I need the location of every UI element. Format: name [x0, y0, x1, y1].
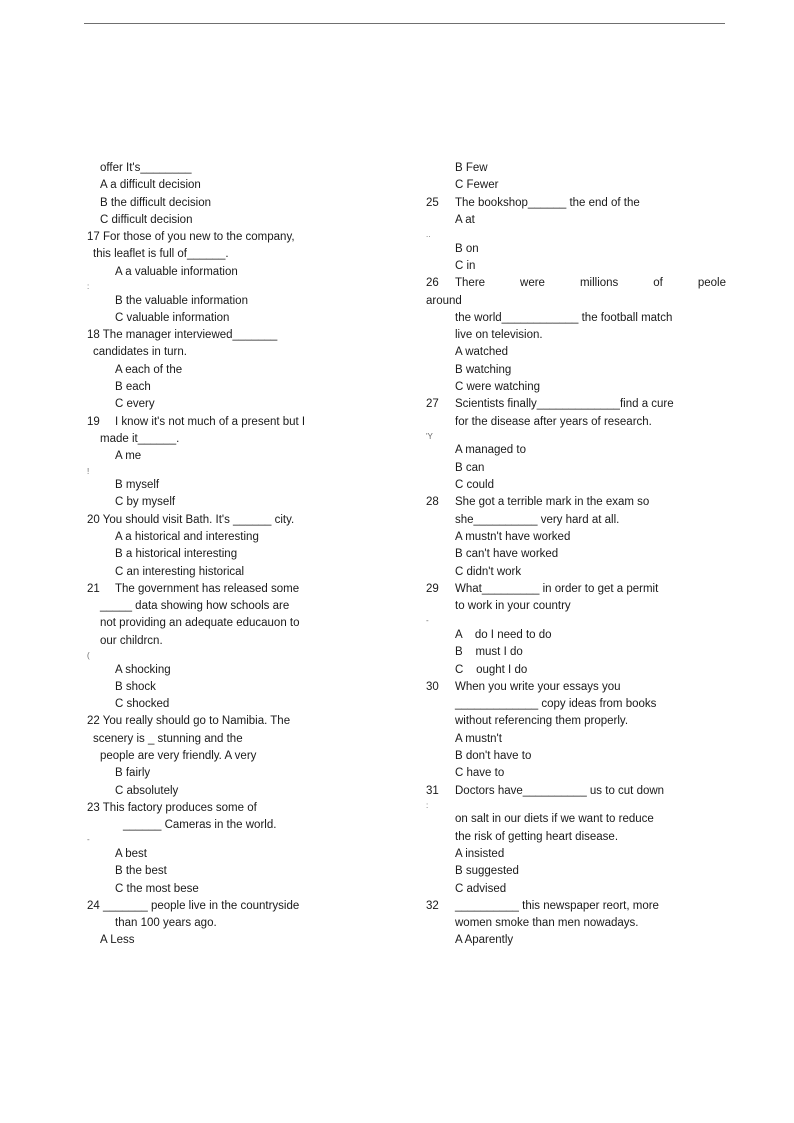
- answer-option: A a valuable information: [115, 265, 238, 278]
- question-row: [426, 679, 726, 696]
- question-text: around: [426, 294, 462, 307]
- answer-option: C every: [115, 398, 155, 411]
- question-number: 31: [426, 784, 439, 797]
- question-text: than 100 years ago.: [115, 917, 217, 930]
- question-text: The bookshop______ the end of the: [455, 196, 640, 209]
- question-word: of: [653, 277, 663, 290]
- question-text: on salt in our diets if we want to reduce: [455, 813, 654, 826]
- question-text: for the disease after years of research.: [455, 415, 652, 428]
- header-rule: [84, 23, 725, 24]
- answer-option: A at: [455, 213, 475, 226]
- question-text: our childrcn.: [100, 634, 163, 647]
- question-number: 26: [426, 277, 439, 290]
- question-text: women smoke than men nowadays.: [455, 917, 639, 930]
- question-row: [87, 581, 357, 598]
- question-word: were: [520, 277, 545, 290]
- question-text: scenery is _ stunning and the: [93, 732, 243, 745]
- question-text: The government has released some: [115, 582, 300, 595]
- question-row: [426, 396, 726, 413]
- question-text: Doctors have__________ us to cut down: [455, 784, 665, 797]
- question-text: live on television.: [455, 329, 543, 342]
- question-text: people are very friendly. A very: [100, 750, 257, 762]
- answer-option: A each of the: [115, 363, 183, 376]
- question-text: the risk of getting heart disease.: [455, 830, 619, 843]
- answer-option: C absolutely: [115, 784, 179, 797]
- answer-option: B must I do: [455, 646, 523, 659]
- stray-mark: 'Y: [426, 431, 433, 441]
- question-text: 22 You really should go to Namibia. The: [87, 715, 291, 728]
- answer-option: C shocked: [115, 698, 170, 711]
- question-word: peole: [697, 277, 726, 290]
- question-number: 27: [426, 398, 439, 411]
- answer-option: C didn't work: [455, 565, 522, 578]
- answer-option: B shock: [115, 680, 156, 693]
- answer-option: C the most bese: [115, 882, 199, 895]
- answer-option: B can: [455, 461, 485, 474]
- answer-option: A me: [115, 450, 142, 463]
- answer-option: C could: [455, 479, 494, 492]
- question-text: not providing an adequate educauon to: [100, 617, 300, 630]
- question-row: [426, 494, 726, 511]
- answer-option: C valuable information: [115, 311, 230, 324]
- question-text: When you write your essays you: [455, 680, 621, 693]
- answer-option: A managed to: [455, 444, 526, 457]
- question-text: made it______.: [100, 432, 180, 445]
- stray-mark: -: [426, 616, 429, 626]
- answer-option: C Fewer: [455, 179, 499, 192]
- answer-option: A best: [115, 847, 147, 860]
- stray-mark: -: [87, 835, 90, 845]
- question-text: What_________ in order to get a permit: [455, 582, 659, 595]
- answer-option: A mustn't have worked: [455, 530, 571, 543]
- question-text: without referencing them properly.: [455, 715, 629, 728]
- stray-mark: :: [87, 282, 90, 292]
- question-row: [87, 414, 357, 431]
- question-word: There: [455, 277, 486, 290]
- answer-option: B Few: [455, 162, 488, 174]
- answer-option: B the best: [115, 865, 167, 878]
- answer-option: C by myself: [115, 496, 176, 509]
- question-number: 25: [426, 196, 439, 209]
- stray-mark: !: [87, 466, 90, 476]
- answer-option: B fairly: [115, 767, 151, 780]
- answer-option: B watching: [455, 363, 512, 376]
- question-text: I know it's not much of a present but I: [115, 415, 306, 428]
- answer-option: B suggested: [455, 865, 519, 878]
- answer-option: A watched: [455, 346, 509, 359]
- answer-option: C difficult decision: [100, 213, 193, 226]
- answer-option: A Less: [100, 934, 135, 947]
- answer-option: A a difficult decision: [100, 179, 201, 192]
- answer-option: B each: [115, 381, 151, 394]
- right-column: [426, 160, 726, 950]
- question-number: 32: [426, 899, 439, 912]
- answer-option: C in: [455, 259, 476, 272]
- question-text: to work in your country: [455, 600, 571, 613]
- question-text: She got a terrible mark in the exam so: [455, 496, 650, 509]
- question-number: 29: [426, 582, 439, 595]
- question-text: this leaflet is full of______.: [93, 248, 229, 261]
- answer-option: C an interesting historical: [115, 565, 245, 578]
- stray-mark: :: [426, 800, 429, 810]
- answer-option: A mustn't: [455, 732, 502, 745]
- answer-option: B myself: [115, 479, 160, 492]
- question-row: [426, 783, 726, 800]
- question-text: _____ data showing how schools are: [100, 600, 290, 613]
- answer-option: B a historical interesting: [115, 548, 238, 561]
- question-text: Scientists finally_____________find a cure: [455, 398, 674, 411]
- answer-option: C advised: [455, 882, 507, 895]
- left-column: [87, 160, 357, 950]
- answer-option: B don't have to: [455, 750, 532, 762]
- question-row: [426, 898, 726, 915]
- question-text: _____________ copy ideas from books: [455, 698, 657, 711]
- question-row: [426, 275, 726, 292]
- answer-option: A Aparently: [455, 934, 514, 947]
- answer-option: C ought I do: [455, 663, 528, 676]
- answer-option: C were watching: [455, 381, 541, 394]
- stray-mark: (: [87, 651, 90, 661]
- question-row: [426, 581, 726, 598]
- answer-option: B on: [455, 242, 479, 255]
- question-text: candidates in turn.: [93, 346, 187, 359]
- question-text: offer It's________: [100, 162, 192, 174]
- answer-option: B the valuable information: [115, 294, 248, 307]
- answer-option: A do I need to do: [455, 628, 552, 641]
- answer-option: B can't have worked: [455, 548, 559, 561]
- question-text: she__________ very hard at all.: [455, 513, 620, 526]
- question-text: 20 You should visit Bath. It's ______ city.: [87, 513, 295, 526]
- question-text: 18 The manager interviewed_______: [87, 329, 278, 342]
- question-number: 19: [87, 415, 100, 428]
- question-text: 24 _______ people live in the countryside: [87, 899, 300, 912]
- question-text: ______ Cameras in the world.: [123, 819, 277, 832]
- answer-option: A shocking: [115, 663, 171, 676]
- question-text: __________ this newspaper reort, more: [455, 899, 659, 912]
- answer-option: B the difficult decision: [100, 196, 212, 209]
- question-number: 28: [426, 496, 439, 509]
- answer-option: C have to: [455, 767, 505, 780]
- question-text: 17 For those of you new to the company,: [87, 231, 295, 244]
- question-number: 30: [426, 680, 439, 693]
- answer-option: A insisted: [455, 847, 505, 860]
- stray-mark: ..: [426, 230, 431, 240]
- question-number: 21: [87, 582, 100, 595]
- question-text: the world____________ the football match: [455, 311, 673, 324]
- answer-option: A a historical and interesting: [115, 530, 259, 543]
- question-row: [426, 195, 726, 212]
- question-text: 23 This factory produces some of: [87, 801, 257, 814]
- question-word: millions: [579, 277, 619, 290]
